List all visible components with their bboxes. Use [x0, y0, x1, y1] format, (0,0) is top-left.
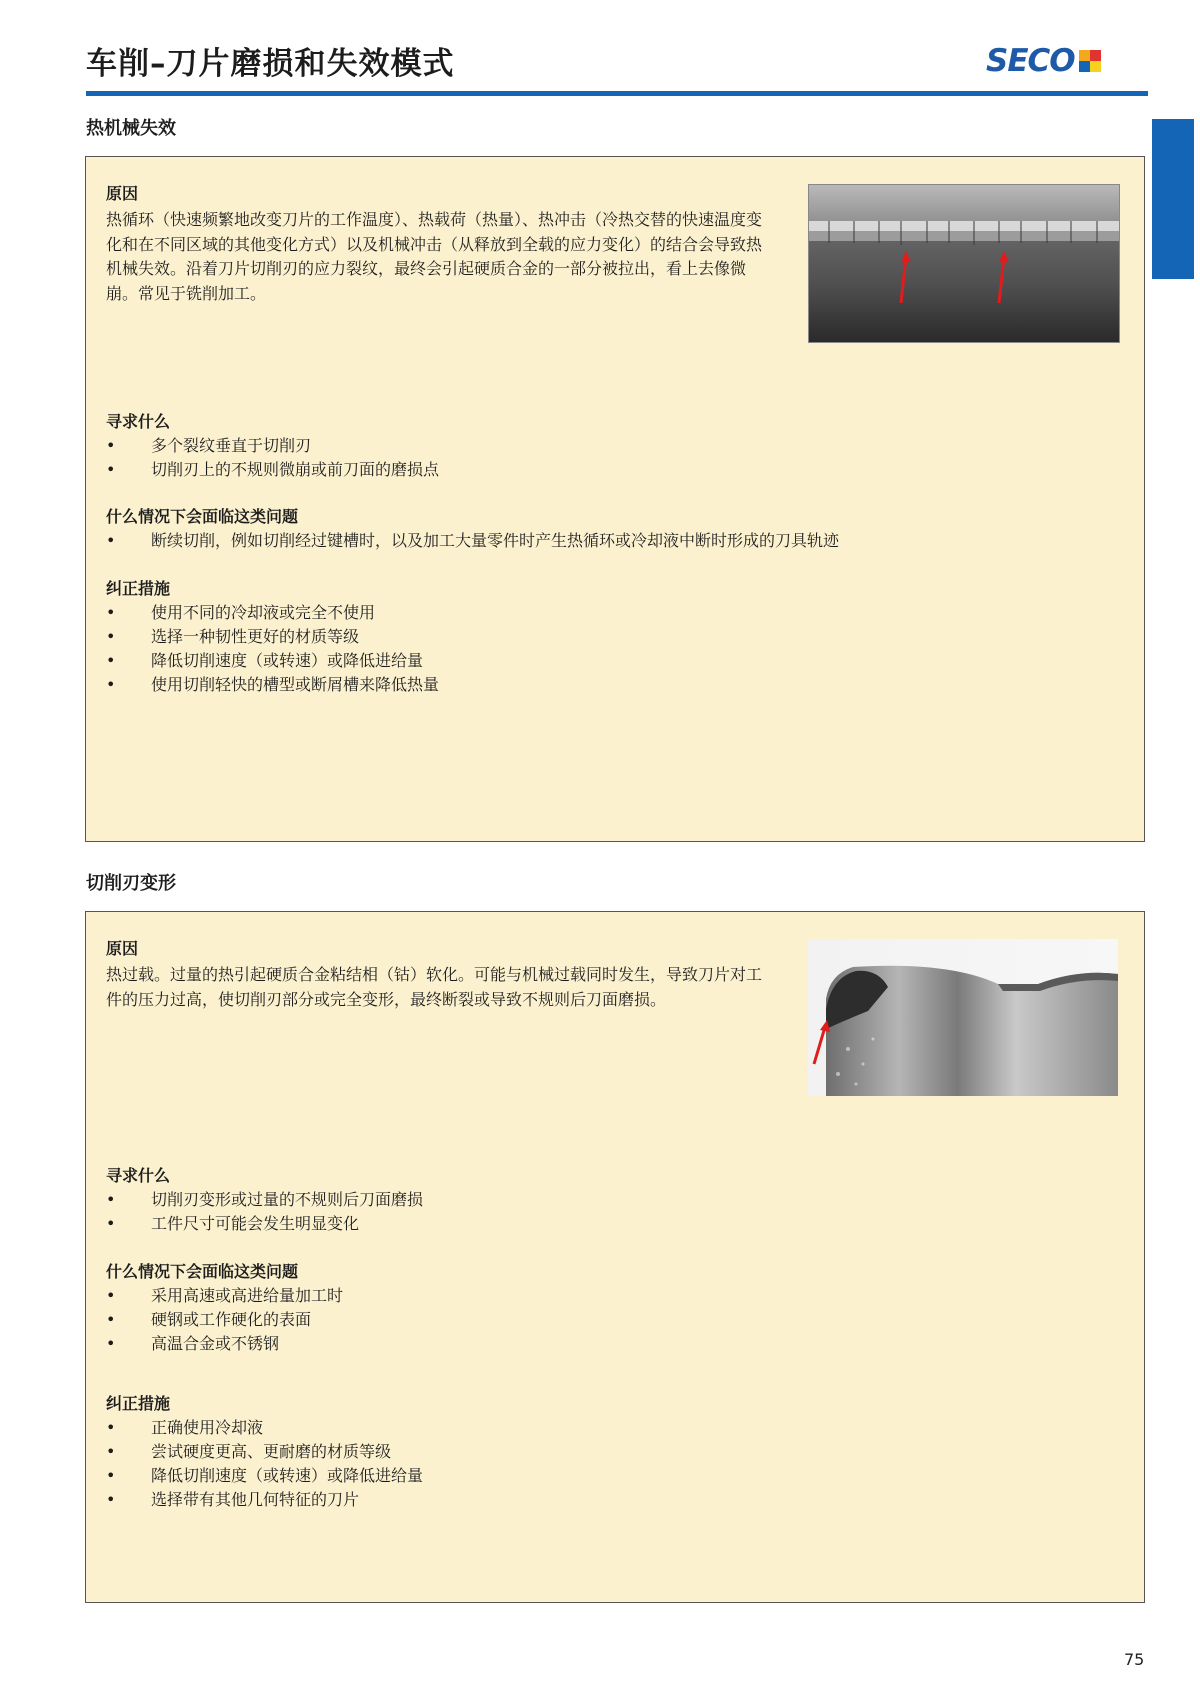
list-item: • 选择一种韧性更好的材质等级: [106, 625, 439, 649]
list-item: • 切削刃上的不规则微崩或前刀面的磨损点: [106, 458, 439, 482]
list-item: • 选择带有其他几何特征的刀片: [106, 1488, 423, 1512]
list-item: • 工件尺寸可能会发生明显变化: [106, 1212, 423, 1236]
fix-heading: 纠正措施: [106, 579, 171, 598]
page-title: 车削–刀片磨损和失效模式: [86, 46, 455, 82]
look-heading: 寻求什么: [106, 412, 171, 431]
section-title-edge-deformation: 切削刃变形: [86, 873, 176, 894]
list-item: • 使用不同的冷却液或完全不使用: [106, 601, 439, 625]
list-item: • 硬钢或工作硬化的表面: [106, 1308, 343, 1332]
insert-crack-photo: [808, 184, 1120, 343]
list-item: • 尝试硬度更高、更耐磨的材质等级: [106, 1440, 423, 1464]
look-heading: 寻求什么: [106, 1166, 171, 1185]
cause-heading: 原因: [106, 184, 139, 203]
cause-text: 热循环（快速频繁地改变刀片的工作温度）、热载荷（热量）、热冲击（冷热交替的快速温度变化和在不同区域的其他变化方式）以及机械冲击（从释放到全载的应力变化）的结合会导致热机械失效。沿着刀片切削刃的应力裂纹，最终会引起硬质合金的一部分被拉出，看上去像微崩。常见于铣削加工。: [106, 210, 763, 303]
list-item: • 采用高速或高进给量加工时: [106, 1284, 343, 1308]
list-item: • 高温合金或不锈钢: [106, 1332, 343, 1356]
when-heading: 什么情况下会面临这类问题: [106, 1262, 299, 1281]
side-tab-marker: [1152, 119, 1194, 279]
section-box-thermo-mechanical: [85, 156, 1145, 842]
page-number: 75: [1124, 1650, 1145, 1669]
logo-mark-icon: [1079, 50, 1101, 72]
when-heading: 什么情况下会面临这类问题: [106, 507, 299, 526]
list-item: • 正确使用冷却液: [106, 1416, 423, 1440]
seco-logo: [986, 44, 1101, 78]
insert-deformation-photo: [808, 939, 1118, 1096]
photo-thermal-cracks: [809, 185, 1119, 342]
list-item: • 使用切削轻快的槽型或断屑槽来降低热量: [106, 673, 439, 697]
section-box-edge-deformation: [85, 911, 1145, 1603]
fix-heading: 纠正措施: [106, 1394, 171, 1413]
header-rule: [86, 91, 1148, 96]
cause-heading: 原因: [106, 939, 139, 958]
list-item: • 断续切削，例如切削经过键槽时，以及加工大量零件时产生热循环或冷却液中断时形成的刀具轨迹: [106, 529, 1116, 553]
list-item: • 降低切削速度（或转速）或降低进给量: [106, 1464, 423, 1488]
photo-edge-deformation: [808, 939, 1118, 1096]
section-title-thermo-mechanical: 热机械失效: [86, 118, 176, 139]
logo-text: SECO: [986, 43, 1075, 79]
list-item: • 切削刃变形或过量的不规则后刀面磨损: [106, 1188, 423, 1212]
list-item: • 多个裂纹垂直于切削刃: [106, 434, 439, 458]
list-item: • 降低切削速度（或转速）或降低进给量: [106, 649, 439, 673]
cause-text: 热过载。过量的热引起硬质合金粘结相（钴）软化。可能与机械过载同时发生，导致刀片对工件的压力过高，使切削刃部分或完全变形，最终断裂或导致不规则后刀面磨损。: [106, 965, 763, 1009]
